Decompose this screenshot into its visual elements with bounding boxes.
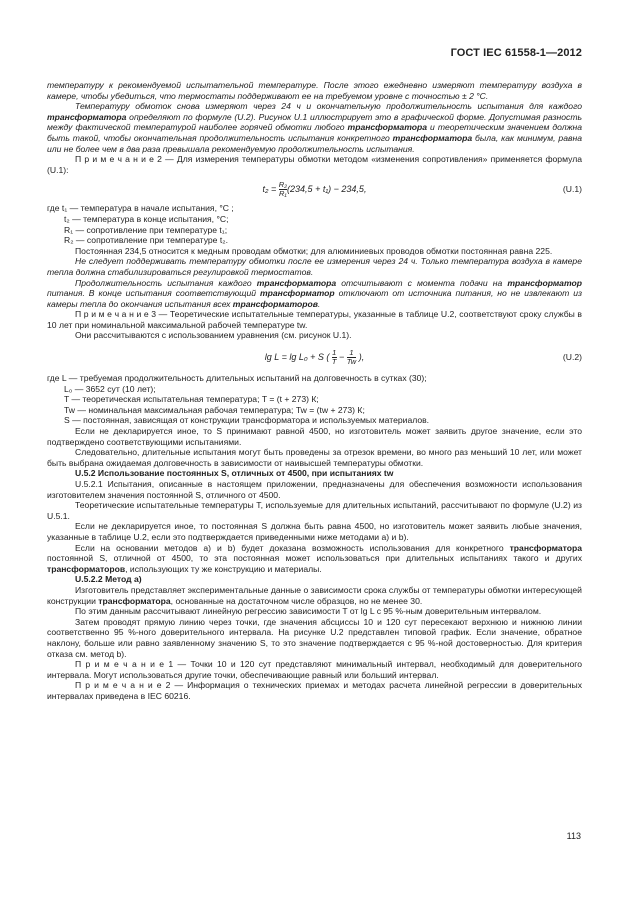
paragraph: Теоретические испытательные температуры T, используемые для длительных испытаний, рассчитывают по формуле (U.2) из U.5.1. <box>47 500 582 521</box>
formula-number: (U.2) <box>562 352 582 363</box>
paragraph: Постоянная 234,5 относится к медным проводам обмотки; для алюминиевых проводов обмотки постоянная равна 225. <box>75 245 553 256</box>
paragraph: Если на основании методов a) и b) будет доказана возможность использования для конкретного трансформатора постоянной S, отличной от 4500, то эта постоянная может использоваться при длительных испытаниях такого и других трансформаторов, использующих ту же конструкцию и материалы. <box>47 542 582 574</box>
definition: где L — требуемая продолжительность длительных испытаний на долговечность в сутках (30); <box>47 373 427 384</box>
formula-u2: lg L = lg L₀ + S ( $\frac{1}{T}$ − $\frac{1}{Tw}$ ), (U.2) <box>47 341 582 373</box>
paragraph: По этим данным рассчитывают линейную регрессию зависимости T от lg L с 95 %-ным доверительным интервалом. <box>75 606 542 617</box>
page-body <box>47 80 582 701</box>
paragraph: Если не декларируется иное, то постоянная S должна быть равна 4500, но изготовитель может заявить любые значения, указанные в таблице U.2, если это подтверждается приведенными ниже методами a) и b). <box>47 521 582 542</box>
definition: S — постоянная, зависящая от конструкции трансформатора и используемых материалов. <box>64 415 430 426</box>
paragraph: Если не декларируется иное, то S принимают равной 4500, но изготовитель может заявить другое значение, если это подтверждено соответствующими испытаниями. <box>47 426 582 447</box>
definition: где t₁ — температура в начале испытания, °С ; <box>47 203 234 214</box>
paragraph: Изготовитель представляет экспериментальные данные о зависимости срока службы от температуры обмотки интересующей конструкции трансформатора, основанные на достаточном числе образцов, но не менее 30. <box>47 584 582 606</box>
note: П р и м е ч а н и е 3 — Теоретические испытательные температуры, указанные в таблице U.2, соответствуют сроку службы в 10 лет при номинальной максимальной рабочей температуре tw. <box>47 309 582 330</box>
definition: R₁ — сопротивление при температуре t₁; <box>64 224 228 235</box>
definition: T — теоретическая испытательная температура; T = (t + 273) К; <box>64 394 319 405</box>
paragraph: Затем проводят прямую линию через точки, где значения абсциссы 10 и 120 сут пересекают верхнюю и нижнюю линии соответственно 95 %-ного доверительного интервала. На рисунке U.2 представлен типовой график. Если значение, обратное наклону, больше или равно заявленному значению S, то это значение подтверждается с 95 %-ной достоверностью. Для критерия отказа см. метод b). <box>47 616 582 659</box>
paragraph: Они рассчитываются с использованием уравнения (см. рисунок U.1). <box>75 330 352 341</box>
note: П р и м е ч а н и е 2 — Информация о технических приемах и методах расчета линейной регрессии в доверительных интервалах приведена в IEC 60216. <box>47 680 582 701</box>
section-heading: U.5.2.2 Метод a) <box>75 574 142 585</box>
formula-number: (U.1) <box>562 184 582 195</box>
page-header: ГОСТ IEC 61558-1—2012 <box>450 47 582 59</box>
definition: R₂ — сопротивление при температуре t₂. <box>64 235 228 246</box>
definition: L₀ — 3652 сут (10 лет); <box>64 383 156 394</box>
definition: Tw — номинальная максимальная рабочая температура; Tw = (tw + 273) К; <box>64 404 365 415</box>
paragraph: Продолжительность испытания каждого трансформатора отсчитывают с момента подачи на трансформатор питания. В конце испытания соответствующий трансформатор отключают от источника питания, но не извлекают из камеры тепла до окончания испытания всех трансформаторов. <box>47 277 582 309</box>
note: П р и м е ч а н и е 1 — Точки 10 и 120 сут представляют минимальный интервал, необходимый для доверительного интервала. Могут использоваться другие точки, обеспечивающие равный или больший интервал. <box>47 659 582 680</box>
section-heading: U.5.2 Использование постоянных S, отличных от 4500, при испытаниях tw <box>75 468 394 479</box>
paragraph: Не следует поддерживать температуру обмотки после ее измерения через 24 ч. Только температура воздуха в камере тепла должна стабилизироваться регулировкой термостатов. <box>47 256 582 277</box>
paragraph: Температуру обмоток снова измеряют через 24 ч и окончательную продолжительность испытания для каждого трансформатора определяют по формуле (U.2). Рисунок U.1 иллюстрирует это в графической форме. Допустимая разность между фактической температурой наиболее горячей обмотки любого трансформатора и теоретическим значением должна быть такой, чтобы окончательная продолжительность испытания конкретного трансформатора была, как минимум, равна или не более чем в два раза превышала рекомендуемую продолжительность испытания. <box>47 101 583 154</box>
paragraph: Следовательно, длительные испытания могут быть проведены за отрезок времени, во много раз меньший 10 лет, или может быть выбрана ожидаемая долговечность в зависимости от наивысшей температуры обмотки. <box>47 447 582 468</box>
paragraph: U.5.2.1 Испытания, описанные в настоящем приложении, предназначены для обеспечения возможности использования изготовителем значения постоянной S, отличного от 4500. <box>47 479 582 500</box>
formula-u1: t₂ = $\frac{\text{R₂}}{\text{R₁}}$ (234,5 + t₁) − 234,5, (U.1) <box>47 175 582 203</box>
paragraph: температуру к рекомендуемой испытательной температуре. После этого ежедневно измеряют температуру воздуха в камере, чтобы убедиться, что термостаты поддерживают ее на требуемом уровне с точностью ± 2 °С. <box>47 80 582 101</box>
note: П р и м е ч а н и е 2 — Для измерения температуры обмотки методом «изменения сопротивления» применяется формула (U.1): <box>47 154 582 175</box>
page-number: 113 <box>566 831 581 841</box>
definition: t₂ — температура в конце испытания, °С; <box>64 213 229 224</box>
